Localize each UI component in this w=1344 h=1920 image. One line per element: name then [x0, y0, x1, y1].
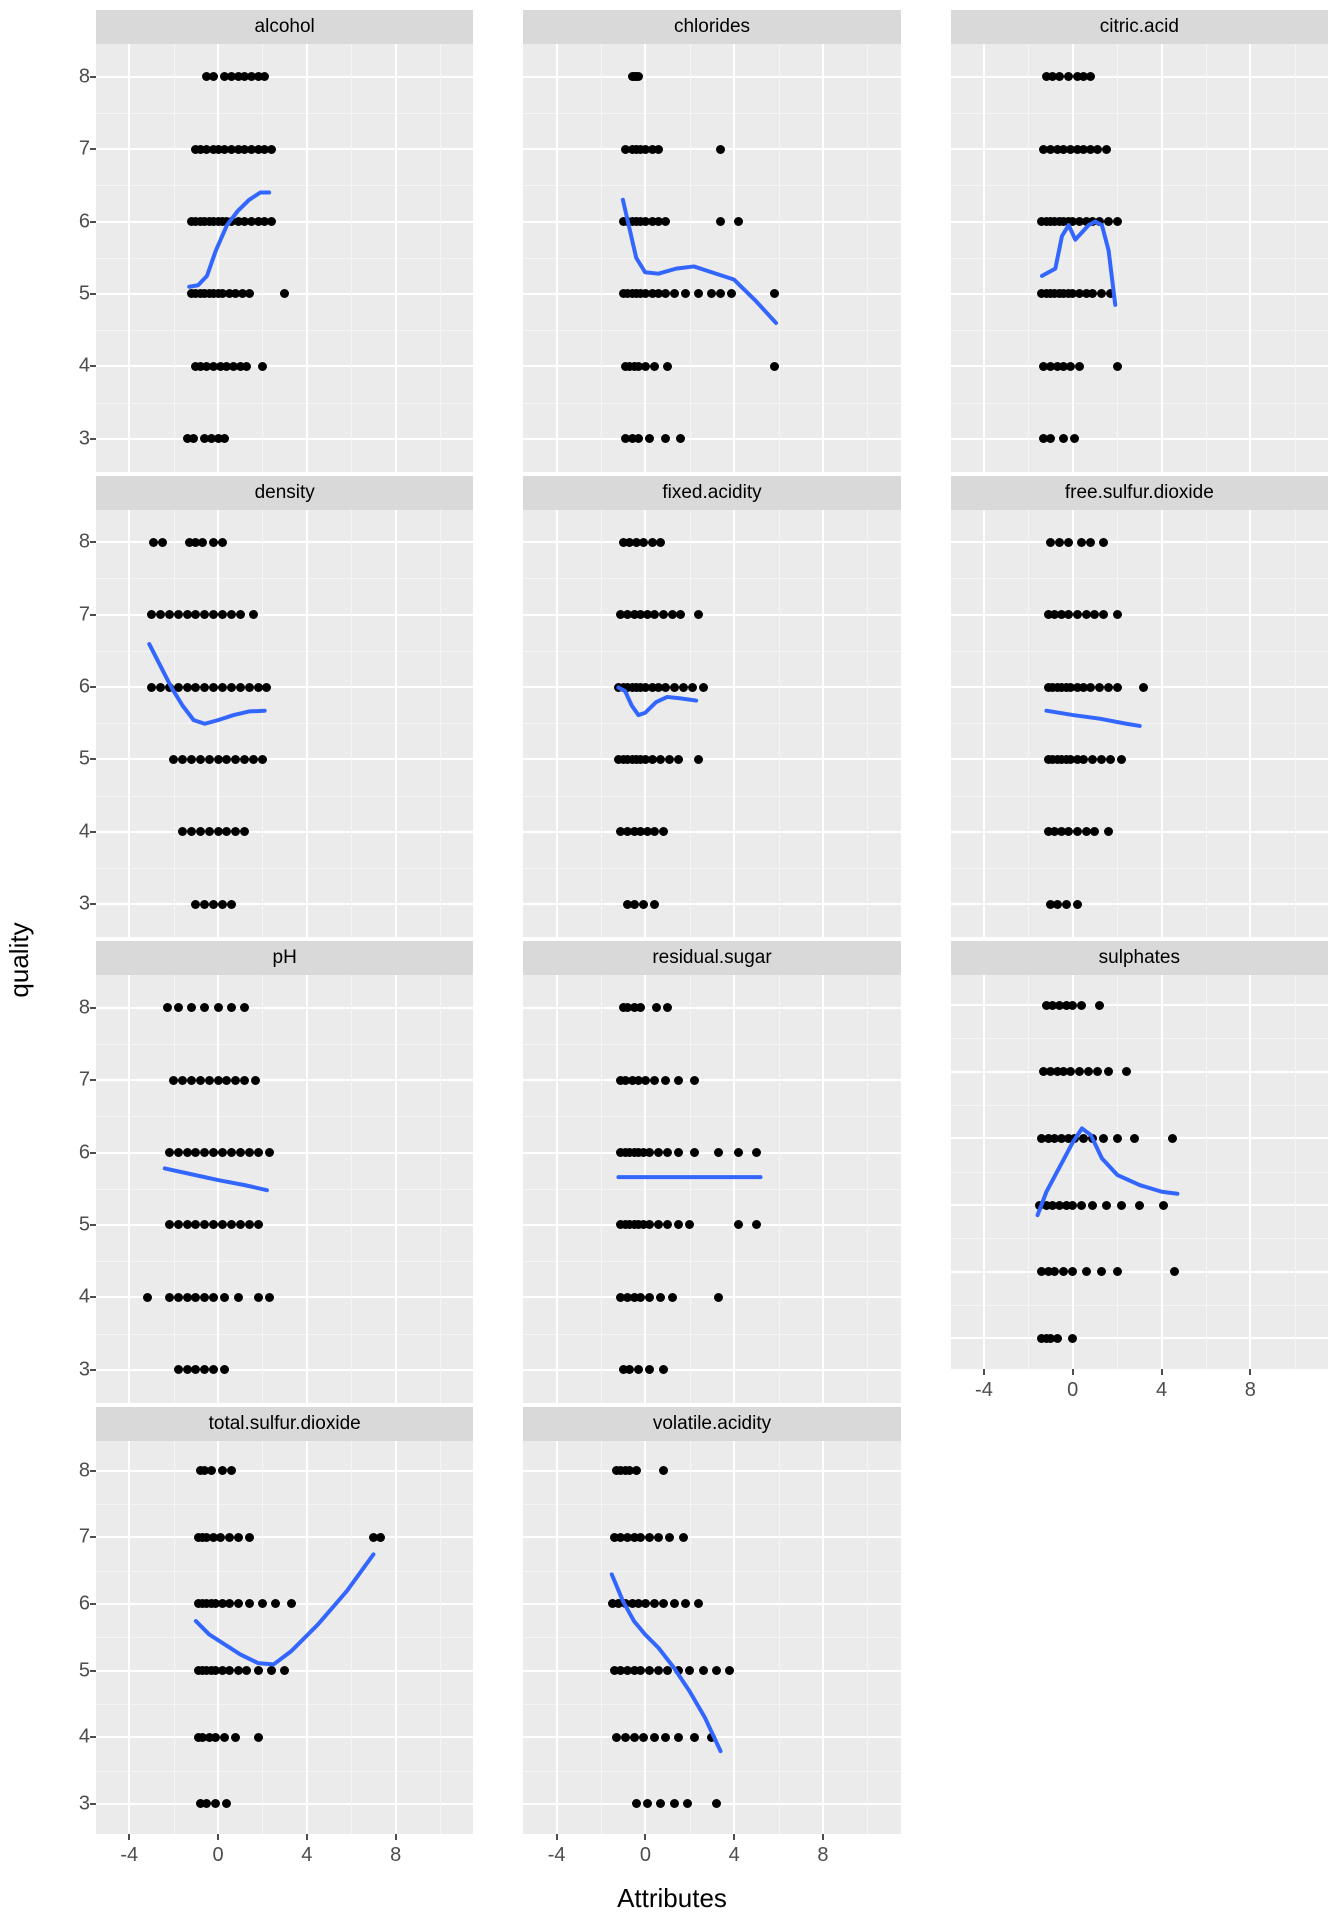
panel: [951, 975, 1328, 1369]
y-tick-label: 7: [78, 1525, 90, 1548]
x-tick-mark: [1072, 1369, 1074, 1375]
x-axis: [951, 1369, 1328, 1403]
x-tick-label: 4: [301, 1844, 313, 1866]
facet-volatile.acidity: [483, 1407, 904, 1869]
facet-free.sulfur.dioxide: [911, 476, 1332, 938]
facet-sulphates: [911, 941, 1332, 1403]
smooth-line: [96, 510, 473, 938]
facet-strip-label: sulphates: [951, 941, 1328, 975]
x-axis: [523, 1834, 900, 1868]
y-axis: [483, 510, 523, 938]
x-tick-label: 8: [1244, 1378, 1256, 1401]
y-axis: [911, 510, 951, 938]
x-tick-label: 0: [1067, 1378, 1079, 1401]
facet-chlorides: [483, 10, 904, 472]
y-axis: [56, 510, 96, 938]
panel: [951, 510, 1328, 938]
y-axis: [56, 1441, 96, 1835]
y-tick-label: 5: [78, 1213, 90, 1236]
x-tick-label: 8: [390, 1844, 402, 1866]
facet-alcohol: [56, 10, 477, 472]
y-axis: [911, 44, 951, 472]
panel: [96, 510, 473, 938]
panel: [96, 975, 473, 1403]
y-tick-label: 6: [78, 210, 90, 233]
facet-strip-label: pH: [96, 941, 473, 975]
y-tick-label: 6: [78, 675, 90, 698]
smooth-line: [951, 44, 1328, 472]
facet-strip-label: volatile.acidity: [523, 1407, 900, 1441]
y-tick-label: 3: [78, 1792, 90, 1815]
facet-residual.sugar: [483, 941, 904, 1403]
y-axis: [483, 975, 523, 1403]
smooth-line: [523, 1441, 900, 1835]
facet-strip-label: free.sulfur.dioxide: [951, 476, 1328, 510]
y-axis-title: quality: [3, 922, 34, 998]
y-tick-label: 5: [78, 1659, 90, 1682]
y-tick-label: 8: [78, 65, 90, 88]
facet-strip-label: alcohol: [96, 10, 473, 44]
panel: [523, 1441, 900, 1835]
panel: [951, 44, 1328, 472]
facet-total.sulfur.dioxide: [56, 1407, 477, 1869]
y-tick-label: 3: [78, 1358, 90, 1381]
y-tick-label: 3: [78, 892, 90, 915]
y-axis: [483, 44, 523, 472]
panel: [523, 510, 900, 938]
y-tick-label: 6: [78, 1141, 90, 1164]
y-tick-label: 4: [78, 354, 90, 377]
facet-grid: [56, 10, 1332, 1868]
x-tick-mark: [1161, 1369, 1163, 1375]
facet-density: [56, 476, 477, 938]
x-tick-label: 4: [1155, 1378, 1168, 1401]
smooth-line: [951, 510, 1328, 938]
facet-strip-label: density: [96, 476, 473, 510]
y-tick-label: 8: [78, 1459, 90, 1481]
x-tick-label: 0: [639, 1844, 651, 1866]
facet-strip-label: total.sulfur.dioxide: [96, 1407, 473, 1441]
x-tick-mark: [217, 1834, 219, 1840]
y-tick-label: 5: [78, 282, 90, 305]
smooth-line: [523, 44, 900, 472]
y-tick-label: 7: [78, 603, 90, 626]
smooth-line: [951, 975, 1328, 1369]
x-axis-title: Attributes: [617, 1883, 727, 1913]
y-axis: [483, 1441, 523, 1835]
x-axis: [96, 1834, 473, 1868]
x-tick-label: -4: [975, 1378, 993, 1401]
facet-strip-label: chlorides: [523, 10, 900, 44]
x-tick-label: 4: [728, 1844, 740, 1866]
facet-strip-label: residual.sugar: [523, 941, 900, 975]
facet-pH: [56, 941, 477, 1403]
smooth-line: [523, 510, 900, 938]
y-tick-label: 3: [78, 427, 90, 450]
facet-strip-label: fixed.acidity: [523, 476, 900, 510]
x-tick-mark: [822, 1834, 824, 1840]
panel: [96, 1441, 473, 1835]
smooth-line: [523, 975, 900, 1403]
smooth-line: [96, 44, 473, 472]
x-tick-label: 0: [212, 1844, 224, 1866]
y-tick-label: 4: [78, 1725, 90, 1748]
y-tick-label: 8: [78, 996, 90, 1019]
smooth-line: [96, 975, 473, 1403]
facet-fixed.acidity: [483, 476, 904, 938]
x-tick-label: -4: [547, 1844, 566, 1866]
x-tick-mark: [556, 1834, 558, 1840]
x-tick-mark: [644, 1834, 646, 1840]
facet-citric.acid: [911, 10, 1332, 472]
x-tick-mark: [128, 1834, 130, 1840]
y-tick-label: 6: [78, 1592, 90, 1615]
y-tick-label: 4: [78, 1285, 90, 1308]
y-tick-label: 5: [78, 747, 90, 770]
y-tick-label: 8: [78, 530, 90, 553]
y-tick-label: 7: [78, 137, 90, 160]
y-axis: [56, 975, 96, 1403]
panel: [96, 44, 473, 472]
panel: [523, 975, 900, 1403]
y-axis: [56, 44, 96, 472]
facet-strip-label: citric.acid: [951, 10, 1328, 44]
y-tick-label: 7: [78, 1068, 90, 1091]
x-tick-mark: [983, 1369, 985, 1375]
x-tick-label: -4: [120, 1844, 139, 1866]
x-tick-mark: [306, 1834, 308, 1840]
x-tick-label: 8: [817, 1844, 829, 1866]
x-tick-mark: [395, 1834, 397, 1840]
x-tick-mark: [1249, 1369, 1251, 1375]
panel: [523, 44, 900, 472]
x-tick-mark: [733, 1834, 735, 1840]
y-axis: [911, 975, 951, 1369]
smooth-line: [96, 1441, 473, 1835]
y-tick-label: 4: [78, 820, 90, 843]
